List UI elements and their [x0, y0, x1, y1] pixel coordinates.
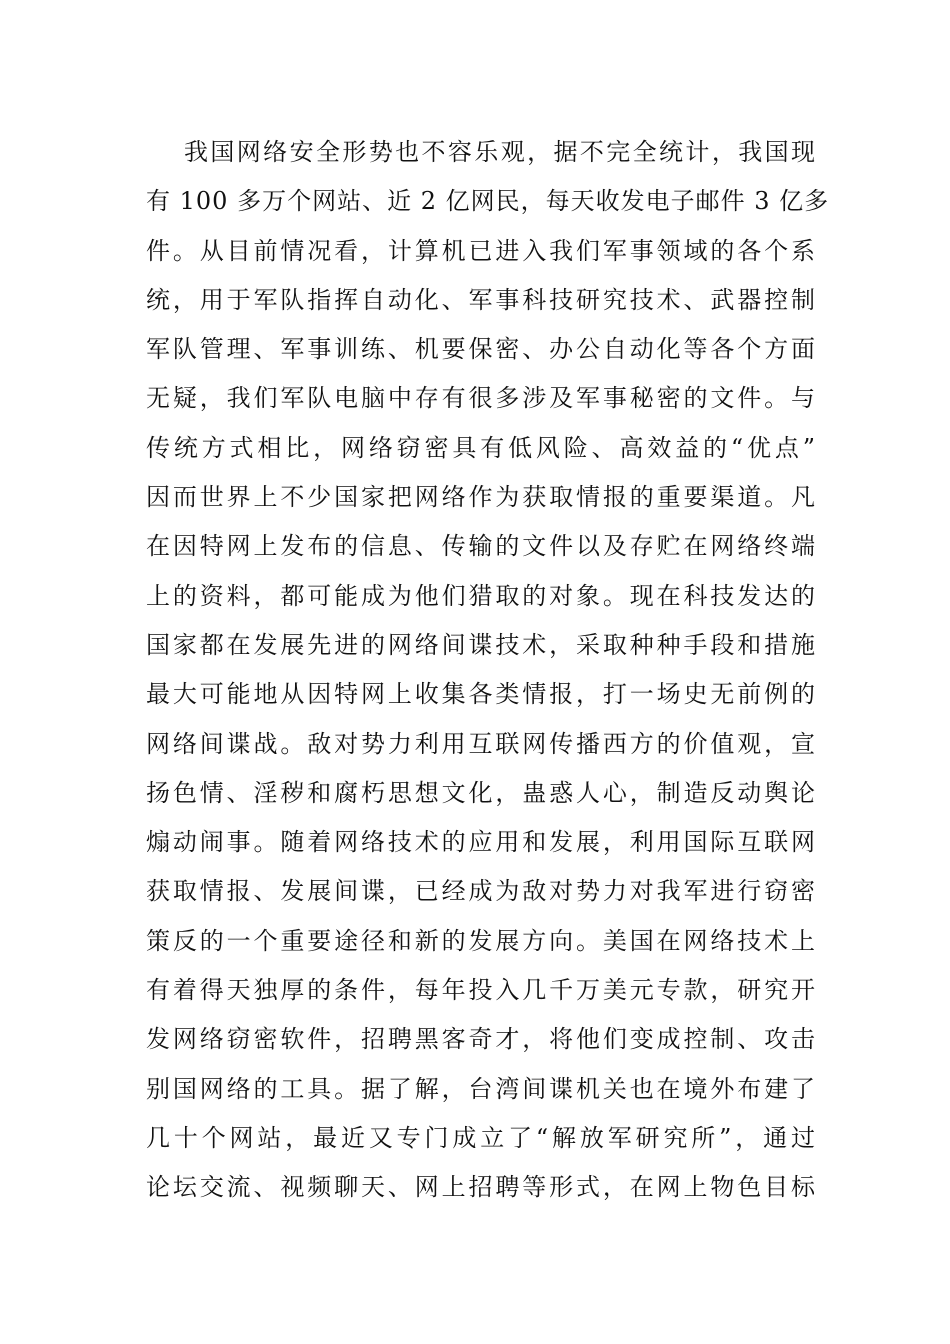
- text-line: 件。从目前情况看，计算机已进入我们军事领域的各个系: [146, 236, 816, 265]
- text-line: 煽动闹事。随着网络技术的应用和发展，利用国际互联网: [146, 828, 816, 857]
- text-line: 在因特网上发布的信息、传输的文件以及存贮在网络终端: [146, 532, 816, 561]
- text-line: 网络间谍战。敌对势力利用互联网传播西方的价值观，宣: [146, 729, 816, 758]
- text-line: 军队管理、军事训练、机要保密、办公自动化等各个方面: [146, 335, 816, 364]
- text-line: 有 100 多万个网站、近 2 亿网民，每天收发电子邮件 3 亿多: [146, 187, 830, 216]
- body-paragraph: [146, 128, 830, 1213]
- text-line: 别国网络的工具。据了解，台湾间谍机关也在境外布建了: [146, 1074, 816, 1103]
- text-line: 国家都在发展先进的网络间谍技术，采取种种手段和措施: [146, 630, 816, 659]
- text-line: 传统方式相比，网络窃密具有低风险、高效益的“优点”: [146, 433, 816, 462]
- text-line: 因而世界上不少国家把网络作为获取情报的重要渠道。凡: [146, 483, 816, 512]
- text-line: 统，用于军队指挥自动化、军事科技研究技术、武器控制: [146, 285, 816, 314]
- text-line: 我国网络安全形势也不容乐观，据不完全统计，我国现: [184, 138, 816, 166]
- text-line: 无疑，我们军队电脑中存有很多涉及军事秘密的文件。与: [146, 384, 816, 413]
- text-line: 最大可能地从因特网上收集各类情报，打一场史无前例的: [146, 680, 816, 709]
- text-line: 几十个网站，最近又专门成立了“解放军研究所”，通过: [146, 1123, 816, 1152]
- text-line: 获取情报、发展间谍，已经成为敌对势力对我军进行窃密: [146, 877, 816, 906]
- text-line: 上的资料，都可能成为他们猎取的对象。现在科技发达的: [146, 581, 816, 610]
- text-line: 有着得天独厚的条件，每年投入几千万美元专款，研究开: [146, 976, 816, 1005]
- text-line: 策反的一个重要途径和新的发展方向。美国在网络技术上: [146, 926, 816, 955]
- text-line: 扬色情、淫秽和腐朽思想文化，蛊惑人心，制造反动舆论: [146, 778, 816, 807]
- text-line: 发网络窃密软件，招聘黑客奇才，将他们变成控制、攻击: [146, 1025, 816, 1054]
- text-line: 论坛交流、视频聊天、网上招聘等形式，在网上物色目标: [146, 1173, 816, 1202]
